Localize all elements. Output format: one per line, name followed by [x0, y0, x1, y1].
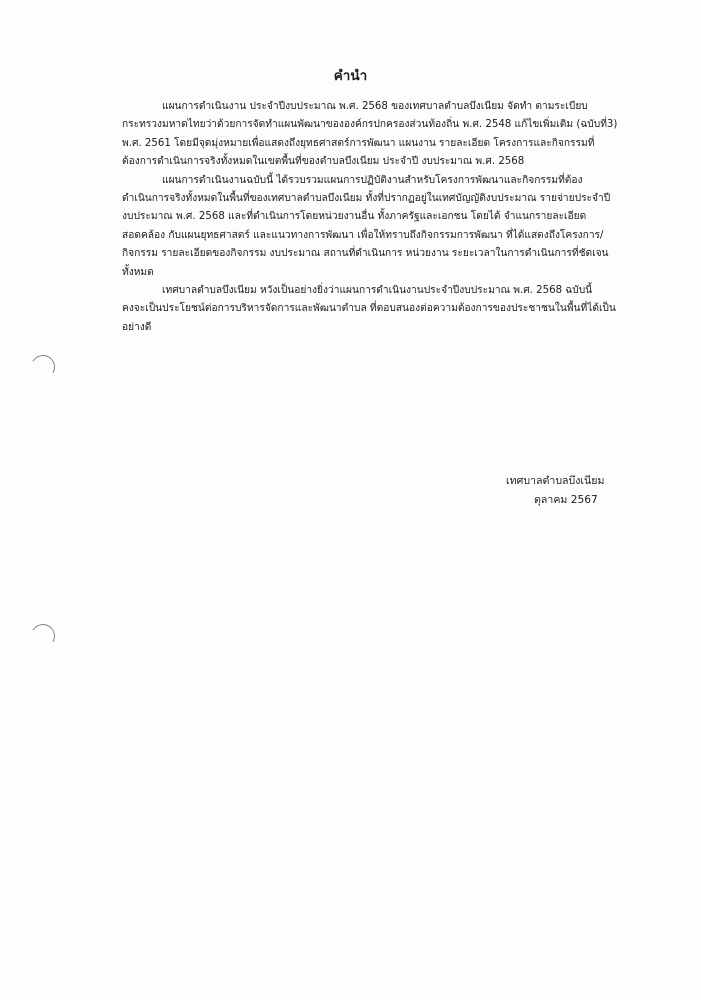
text-line: ทั้งหมด — [122, 266, 154, 278]
text-line: กิจกรรม รายละเอียดของกิจกรรม งบประมาณ สถานที่ดำเนินการ หน่วยงาน ระยะเวลาในการดำเนินการที่ชัดเจน — [122, 248, 609, 260]
text-line: ดำเนินการจริงทั้งหมดในพื้นที่ของเทศบาลตำบลบึงเนียม ทั้งที่ปรากฏอยู่ในเทศบัญญัติงบประมาณ รายจ่ายประจำปี — [122, 193, 611, 205]
punch-hole-mark — [28, 621, 57, 650]
text-line: พ.ศ. 2561 โดยมีจุดมุ่งหมายเพื่อแสดงถึงยุทธศาสตร์การพัฒนา แผนงาน รายละเอียด โครงการและกิจกรรมที่ — [122, 137, 595, 149]
punch-hole-mark — [28, 352, 57, 381]
paragraph-1 — [122, 98, 622, 172]
signature-date: ตุลาคม 2567 — [534, 494, 598, 506]
text-line: สอดคล้อง กับแผนยุทธศาสตร์ และแนวทางการพัฒนา เพื่อให้ทราบถึงกิจกรรมการพัฒนา ที่ได้แสดงถึงโครงการ/ — [122, 229, 604, 241]
signature-block — [506, 472, 605, 510]
text-line: คงจะเป็นประโยชน์ต่อการบริหารจัดการและพัฒนาตำบล ที่ตอบสนองต่อความต้องการของประชาชนในพื้นที่ได้เป็น — [122, 303, 616, 315]
text-line: อย่างดี — [122, 321, 152, 333]
text-line: เทศบาลตำบลบึงเนียม หวังเป็นอย่างยิ่งว่าแผนการดำเนินงานประจำปีงบประมาณ พ.ศ. 2568 ฉบับนี้ — [162, 285, 593, 297]
text-line: กระทรวงมหาดไทยว่าด้วยการจัดทำแผนพัฒนาขององค์กรปกครองส่วนท้องถิ่น พ.ศ. 2548 แก้ไขเพิ่มเติม (ฉบับที่3) — [122, 119, 618, 131]
text-line: งบประมาณ พ.ศ. 2568 และที่ดำเนินการโดยหน่วยงานอื่น ทั้งภาครัฐและเอกชน โดยได้ จำแนกรายละเอียด — [122, 211, 587, 223]
paragraph-3 — [122, 282, 622, 337]
page-title: คำนำ — [333, 68, 368, 84]
document-body — [122, 98, 622, 337]
text-line: ต้องการดำเนินการจริงทั้งหมดในเขตพื้นที่ของตำบลบึงเนียม ประจำปี งบประมาณ พ.ศ. 2568 — [122, 156, 525, 168]
paragraph-2 — [122, 172, 622, 282]
text-line: แผนการดำเนินงานฉบับนี้ ได้รวบรวมแผนการปฏิบัติงานสำหรับโครงการพัฒนาและกิจกรรมที่ต้อง — [162, 174, 583, 186]
signature-organization: เทศบาลตำบลบึงเนียม — [506, 475, 605, 487]
text-line: แผนการดำเนินงาน ประจำปีงบประมาณ พ.ศ. 2568 ของเทศบาลตำบลบึงเนียม จัดทำ ตามระเบียบ — [162, 101, 588, 112]
